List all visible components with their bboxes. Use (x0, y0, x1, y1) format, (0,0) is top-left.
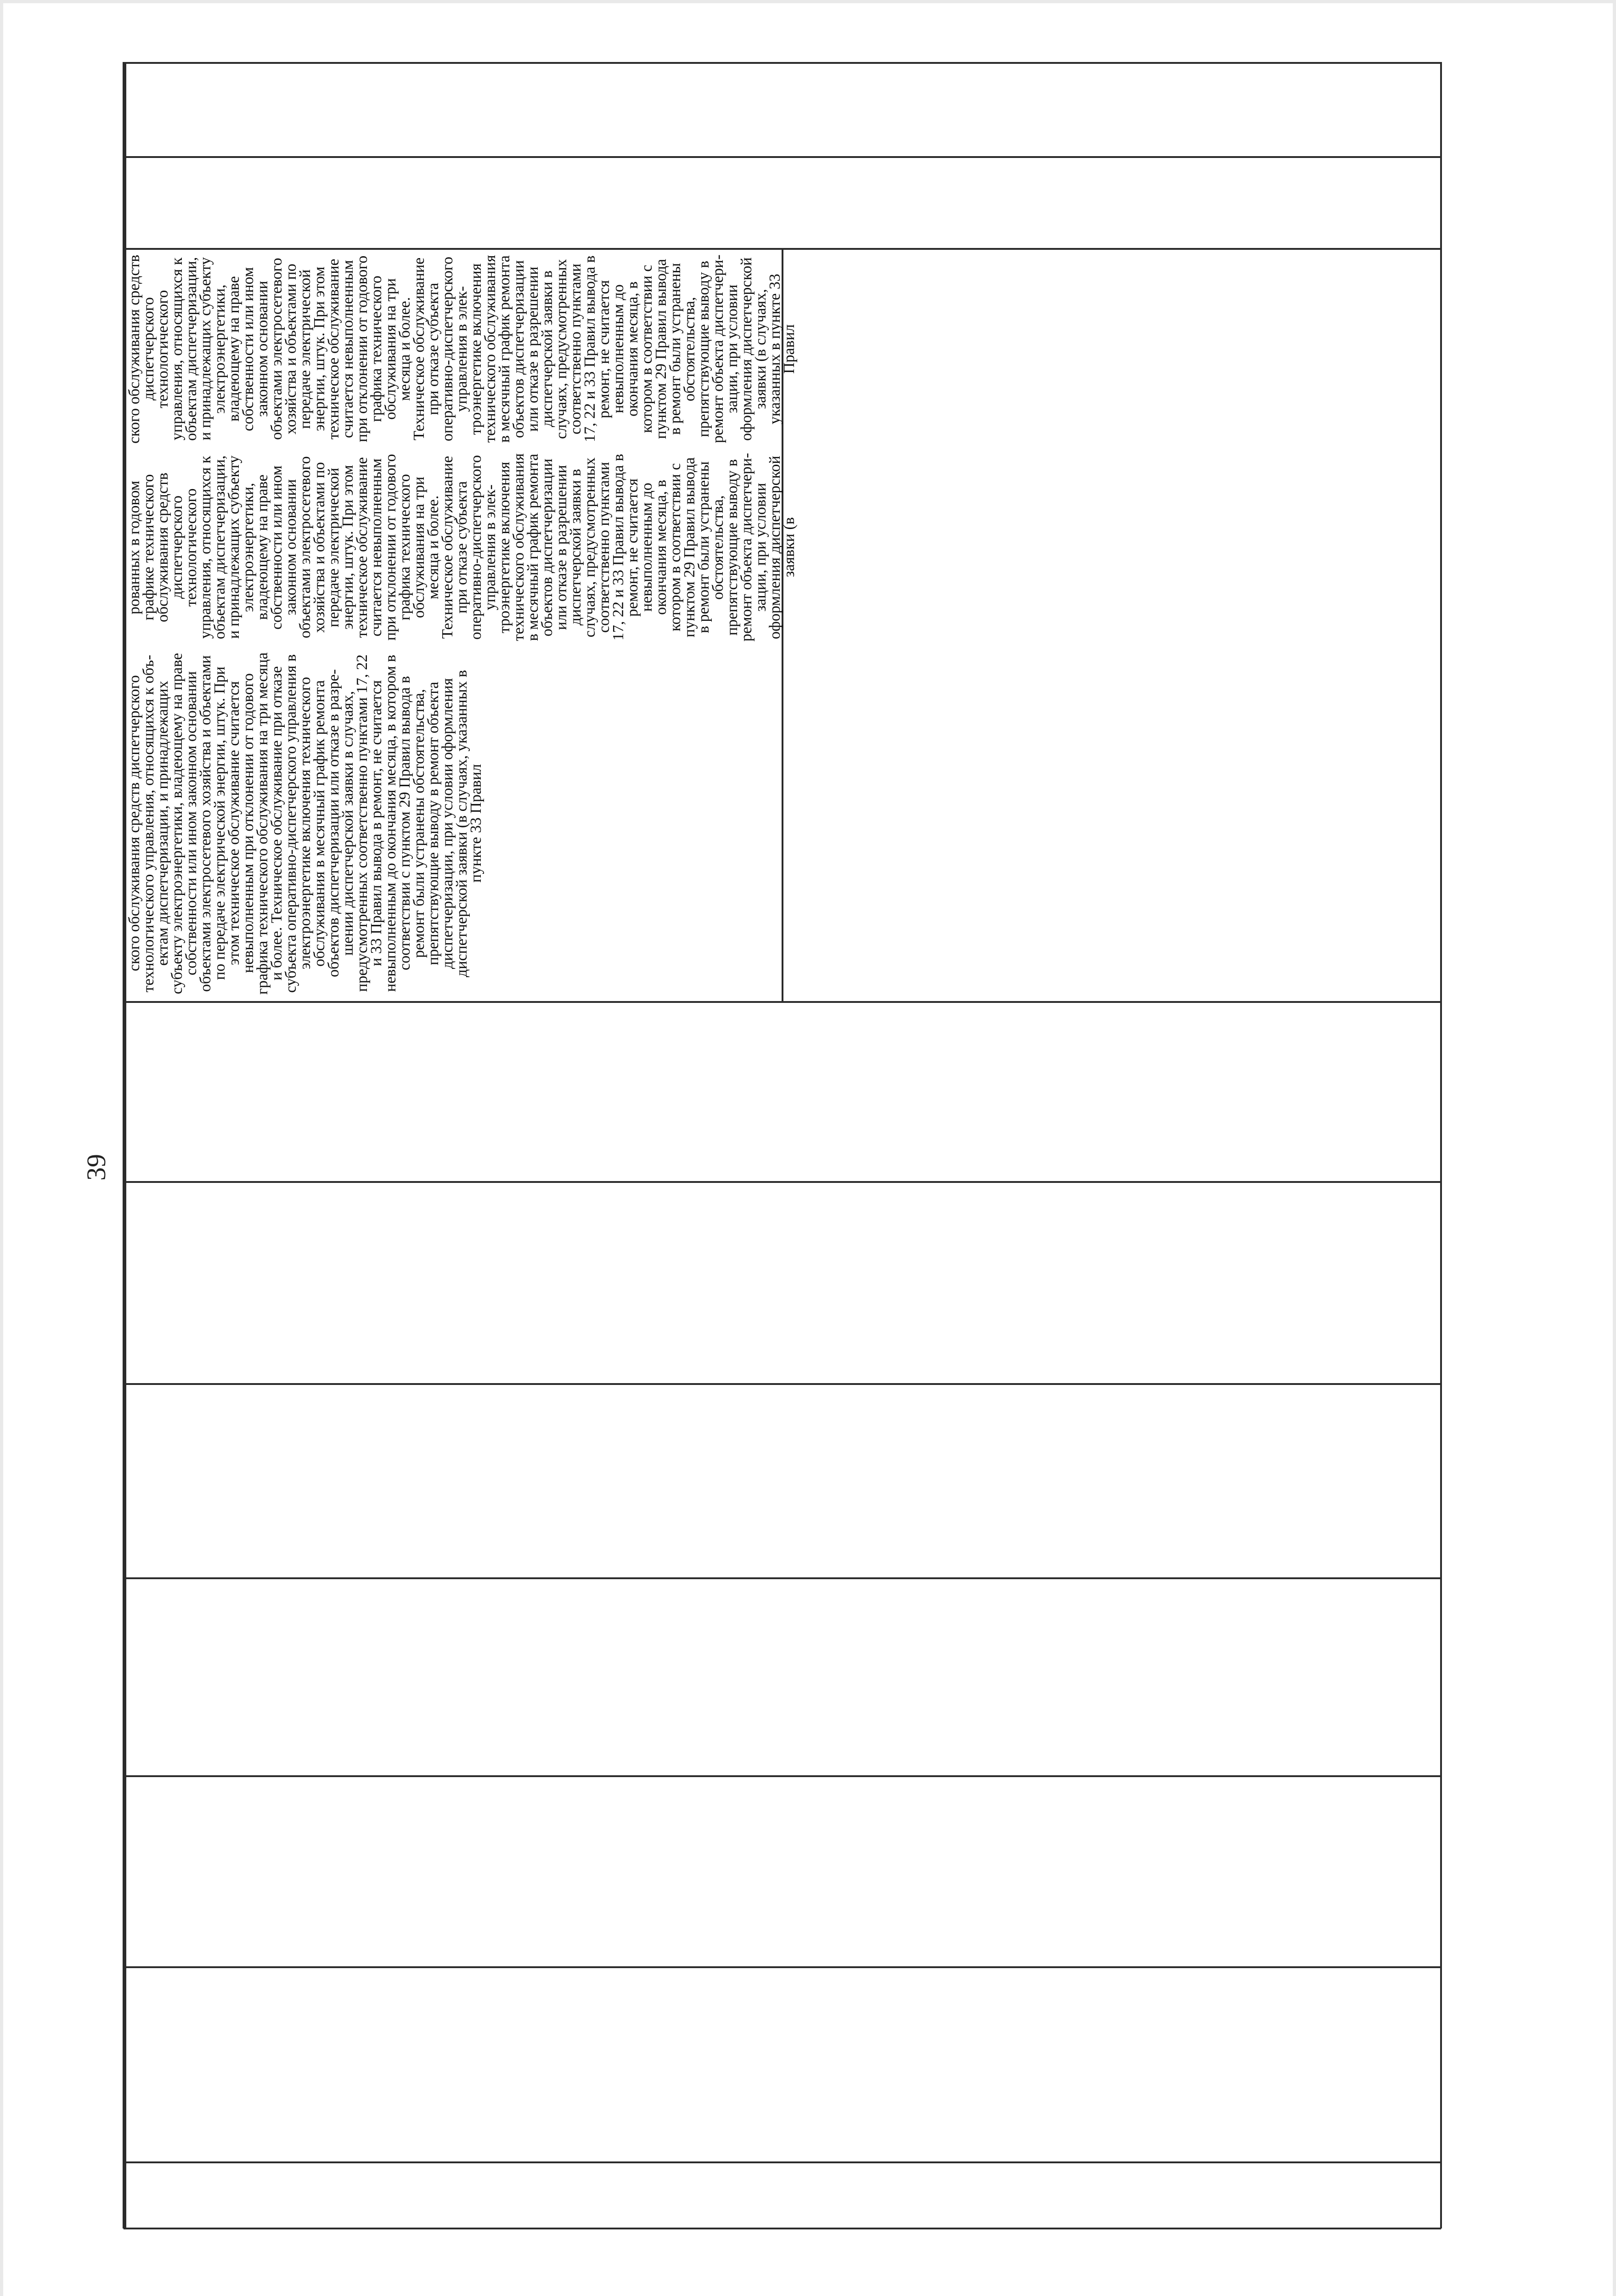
table-rule (1440, 62, 1442, 2228)
table-cell-col2-b: рованных в годовом графике технического обслуживания средств диспетчерского технологического управления, относящихся к объектам диспетчеризации, и принадлежащих субъекту электроэнергетики, владеющему на праве собственности или ином законном основании объектами электросетевого хозяйства и объектами по передаче электрической энергии, штук. При этом техническое обслуживание считается невыполненным при отклонении от годового графика технического обслуживания на три месяца и более. Техническое обслуживание при отказе субъекта оперативно-диспетчерского управления в электроэнергетике включения технического обслуживания в месячный график ремонта объектов диспетчеризации или отказе в разрешении диспетчерской заявки в случаях, предусмотренных соответственно пунктами 17, 22 и 33 Правил вывода в ремонт, не считается невыполненным до окончания месяца, в котором в соответствии с пунктом 29 Правил вывода в ремонт были устранены обстоятельства, препятствующие выводу в ремонт объекта диспетчеризации, при условии оформления диспетчерской заявки (в (126, 453, 798, 642)
table-rule (124, 1775, 1441, 1777)
table-rule (124, 1181, 1441, 1183)
page-number: 39 (81, 1154, 111, 1181)
table-rule (124, 1966, 1441, 1968)
table-rule (124, 2161, 1441, 2163)
table-rule (124, 2228, 1441, 2229)
table-rule (124, 1577, 1441, 1579)
table-rule (124, 1001, 1441, 1003)
table-cell-col3-a: ского обслуживания средств диспетчерского технологического управления, относящихся к объектам диспетчеризации, и принадлежащих субъекту электроэнергетики, владеющему на праве собственности или ином законном основании объектами электросетевого хозяйства и объектами по передаче электрической энергии, штук. При этом техническое обслуживание считается невыполненным при отклонении от годового графика технического обслуживания на три месяца и более. Техническое обслуживание при отказе субъекта оперативно-диспетчерского управления в электроэнергетике включения технического обслуживания в месячный график ремонта объектов диспетчеризации или отказе в разрешении диспетчерской заявки в случаях, предусмотренных соответственно пунктами 17, 22 и 33 Правил вывода в ремонт, не считается невыполненным до окончания месяца, в котором в соответствии с пунктом 29 Правил вывода в ремонт были устранены обстоятельства, препятствующие выводу в ремонт объекта диспетчеризации, при условии оформления диспетчерской заявки (в случаях, указанных в пункте 33 Правил (126, 254, 798, 444)
table-rule (124, 62, 1441, 64)
table-rule (124, 1383, 1441, 1385)
table-cell-col2-a: ского обслуживания средств диспетчерского технологического управления, относящихся к объектам диспетчеризации, и принадлежащих субъекту электроэнергетики, владеющему на праве собственности или ином законном основании объектами электросетевого хозяйства и объектами по передаче электрической энергии, штук. При этом техническое обслуживание считается невыполненным при отклонении от годового графика технического обслуживания на три месяца и более. Техническое обслуживание при отказе субъекта оперативно-диспетчерского управления в электроэнергетике включения технического обслуживания в месячный график ремонта объектов диспетчеризации или отказе в разрешении диспетчерской заявки в случаях, предусмотренных соответственно пунктами 17, 22 и 33 Правил вывода в ремонт, не считается невыполненным до окончания месяца, в котором в соответствии с пунктом 29 Правил вывода в ремонт были устранены обстоятельства, препятствующие выводу в ремонт объекта диспетчеризации, при условии оформления диспетчерской заявки (в случаях, указанных в пункте 33 Правил (126, 652, 484, 995)
table-rule (124, 156, 1441, 158)
